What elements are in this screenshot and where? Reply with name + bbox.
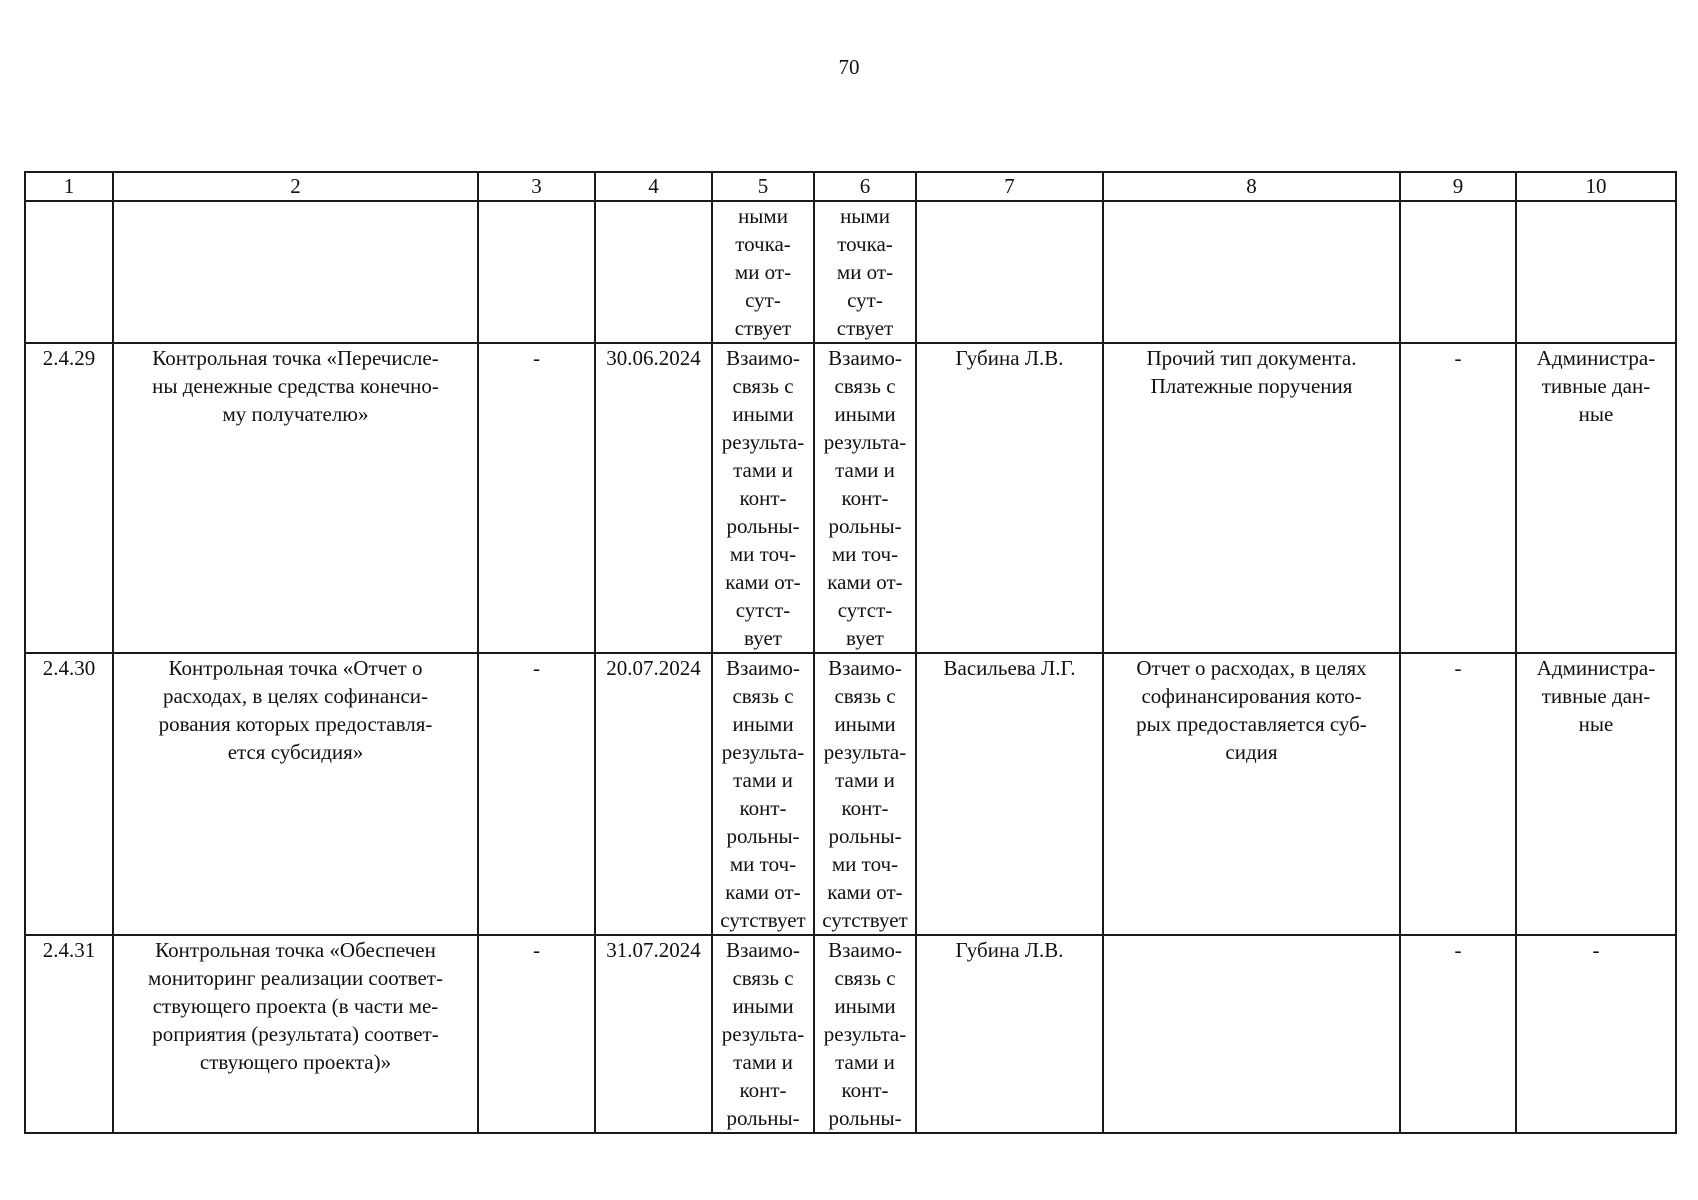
responsible-person: Губина Л.В. xyxy=(916,343,1103,653)
text-line: сут- xyxy=(745,288,781,312)
relation-results-cell xyxy=(712,935,814,1133)
text-line: тивные дан- xyxy=(1541,374,1651,398)
text-line: результа- xyxy=(823,1022,907,1046)
control-point-name xyxy=(113,653,478,935)
relation-results-cell xyxy=(712,343,814,653)
text-line: связь с xyxy=(834,374,896,398)
text-line: тивные дан- xyxy=(1541,684,1651,708)
text-line: связь с xyxy=(732,684,794,708)
relation-control-points-cell xyxy=(814,653,916,935)
text-line: рольны- xyxy=(828,824,902,848)
text-line: тами и xyxy=(733,768,793,792)
cell-empty xyxy=(916,201,1103,343)
cell-empty xyxy=(1400,201,1516,343)
text-line: ми от- xyxy=(836,260,894,284)
relation-control-points-cell xyxy=(814,935,916,1133)
col3-value: - xyxy=(478,653,595,935)
text-line: расходах, в целях софинанси- xyxy=(162,684,429,708)
text-line: конт- xyxy=(841,486,889,510)
text-line: Взаимо- xyxy=(828,346,902,370)
text-line: конт- xyxy=(739,1078,787,1102)
text-line: Контрольная точка «Отчет о xyxy=(168,656,423,680)
text-line: иными xyxy=(732,402,794,426)
text-line: Отчет о расходах, в целях xyxy=(1136,656,1367,680)
text-line: иными xyxy=(834,712,896,736)
text-line: рольны- xyxy=(828,1106,902,1130)
data-source xyxy=(1516,653,1676,935)
text-line: результа- xyxy=(823,430,907,454)
text-line: Взаимо- xyxy=(828,656,902,680)
row-number: 2.4.31 xyxy=(25,935,113,1133)
text-line: ками от- xyxy=(827,880,903,904)
text-line: Прочий тип документа. xyxy=(1146,346,1357,370)
text-line: Взаимо- xyxy=(726,938,800,962)
text-line: иными xyxy=(834,994,896,1018)
header-col-3: 3 xyxy=(478,172,595,201)
text-line: му получателю» xyxy=(222,402,369,426)
text-line: софинансирования кото- xyxy=(1141,684,1362,708)
text-line: иными xyxy=(834,402,896,426)
cell-empty xyxy=(1516,201,1676,343)
text-line: тами и xyxy=(733,1050,793,1074)
text-line: ствующего проекта (в части ме- xyxy=(152,994,439,1018)
table-row xyxy=(25,343,1676,653)
text-line: рых предоставляется суб- xyxy=(1136,712,1367,736)
document-type xyxy=(1103,343,1400,653)
responsible-person: Васильева Л.Г. xyxy=(916,653,1103,935)
text-line: сут- xyxy=(847,288,883,312)
text-line: результа- xyxy=(721,430,805,454)
text-line: Взаимо- xyxy=(828,938,902,962)
text-line: Платежные поручения xyxy=(1150,374,1353,398)
text-line: связь с xyxy=(732,966,794,990)
text-line: рования которых предоставля- xyxy=(158,712,433,736)
text-line: мониторинг реализации соответ- xyxy=(148,966,443,990)
text-line: результа- xyxy=(721,1022,805,1046)
text-line: вует xyxy=(744,626,782,650)
text-line: Взаимо- xyxy=(726,656,800,680)
row-number: 2.4.29 xyxy=(25,343,113,653)
text-line: иными xyxy=(732,994,794,1018)
text-line: тами и xyxy=(835,1050,895,1074)
text-line: сидия xyxy=(1225,740,1278,764)
control-point-name xyxy=(113,343,478,653)
text-line: ные xyxy=(1578,712,1614,736)
text-line: конт- xyxy=(841,1078,889,1102)
text-line: ется субсидия» xyxy=(227,740,364,764)
header-col-7: 7 xyxy=(916,172,1103,201)
text-line: Взаимо- xyxy=(726,346,800,370)
text-line: Администра- xyxy=(1536,656,1656,680)
table-row xyxy=(25,653,1676,935)
text-line: рольны- xyxy=(726,824,800,848)
header-col-6: 6 xyxy=(814,172,916,201)
text-line: тами и xyxy=(733,458,793,482)
col3-value: - xyxy=(478,935,595,1133)
page-number: 70 xyxy=(838,55,860,79)
text-line: Контрольная точка «Обеспечен xyxy=(155,938,436,962)
text-line: связь с xyxy=(834,684,896,708)
continuation-row xyxy=(25,201,1676,343)
text-line: рольны- xyxy=(726,1106,800,1130)
text-line: Администра- xyxy=(1536,346,1656,370)
text-line: вует xyxy=(846,626,884,650)
cell-empty xyxy=(595,201,712,343)
text-line: связь с xyxy=(732,374,794,398)
relation-results-cell xyxy=(712,653,814,935)
col3-value: - xyxy=(478,343,595,653)
header-col-9: 9 xyxy=(1400,172,1516,201)
text-line: результа- xyxy=(721,740,805,764)
text-line: ны денежные средства конечно- xyxy=(152,374,439,398)
header-col-1: 1 xyxy=(25,172,113,201)
text-line: рольны- xyxy=(828,514,902,538)
control-point-name xyxy=(113,935,478,1133)
text-line: тами и xyxy=(835,768,895,792)
relation-control-points-cell xyxy=(814,201,916,343)
header-col-10: 10 xyxy=(1516,172,1676,201)
text-line: тами и xyxy=(835,458,895,482)
text-line: конт- xyxy=(739,486,787,510)
document-type xyxy=(1103,653,1400,935)
text-line: точка- xyxy=(837,232,893,256)
text-line: - xyxy=(1592,938,1600,962)
text-line: ствует xyxy=(734,316,792,340)
data-source xyxy=(1516,343,1676,653)
date-cell: 20.07.2024 xyxy=(595,653,712,935)
cell-empty xyxy=(25,201,113,343)
text-line: результа- xyxy=(823,740,907,764)
text-line: ствует xyxy=(836,316,894,340)
row-number: 2.4.30 xyxy=(25,653,113,935)
text-line: ками от- xyxy=(827,570,903,594)
control-points-table xyxy=(24,171,1677,1134)
col9-value: - xyxy=(1400,653,1516,935)
text-line: ми точ- xyxy=(729,852,797,876)
text-line: иными xyxy=(732,712,794,736)
cell-empty xyxy=(113,201,478,343)
text-line: ками от- xyxy=(725,570,801,594)
text-line: ные xyxy=(1578,402,1614,426)
cell-empty xyxy=(478,201,595,343)
text-line: ствующего проекта)» xyxy=(199,1050,392,1074)
text-line: связь с xyxy=(834,966,896,990)
text-line: роприятия (результата) соответ- xyxy=(152,1022,439,1046)
text-line: точка- xyxy=(735,232,791,256)
text-line: сутст- xyxy=(837,598,893,622)
header-row xyxy=(25,172,1676,201)
relation-control-points-cell xyxy=(814,343,916,653)
table-row xyxy=(25,935,1676,1133)
header-col-8: 8 xyxy=(1103,172,1400,201)
data-source xyxy=(1516,935,1676,1133)
text-line: ми от- xyxy=(734,260,792,284)
text-line: сутст- xyxy=(735,598,791,622)
header-col-2: 2 xyxy=(113,172,478,201)
cell-empty xyxy=(1103,201,1400,343)
header-col-4: 4 xyxy=(595,172,712,201)
date-cell: 30.06.2024 xyxy=(595,343,712,653)
col9-value: - xyxy=(1400,935,1516,1133)
text-line: ными xyxy=(738,204,788,228)
text-line: ками от- xyxy=(725,880,801,904)
text-line: сутствует xyxy=(822,908,908,932)
responsible-person: Губина Л.В. xyxy=(916,935,1103,1133)
header-col-5: 5 xyxy=(712,172,814,201)
text-line: рольны- xyxy=(726,514,800,538)
relation-results-cell xyxy=(712,201,814,343)
text-line: ными xyxy=(840,204,890,228)
col9-value: - xyxy=(1400,343,1516,653)
document-type xyxy=(1103,935,1400,1133)
text-line: ми точ- xyxy=(831,852,899,876)
text-line: конт- xyxy=(841,796,889,820)
text-line: сутствует xyxy=(720,908,806,932)
date-cell: 31.07.2024 xyxy=(595,935,712,1133)
text-line: конт- xyxy=(739,796,787,820)
text-line: ми точ- xyxy=(729,542,797,566)
text-line: Контрольная точка «Перечисле- xyxy=(152,346,439,370)
text-line: ми точ- xyxy=(831,542,899,566)
